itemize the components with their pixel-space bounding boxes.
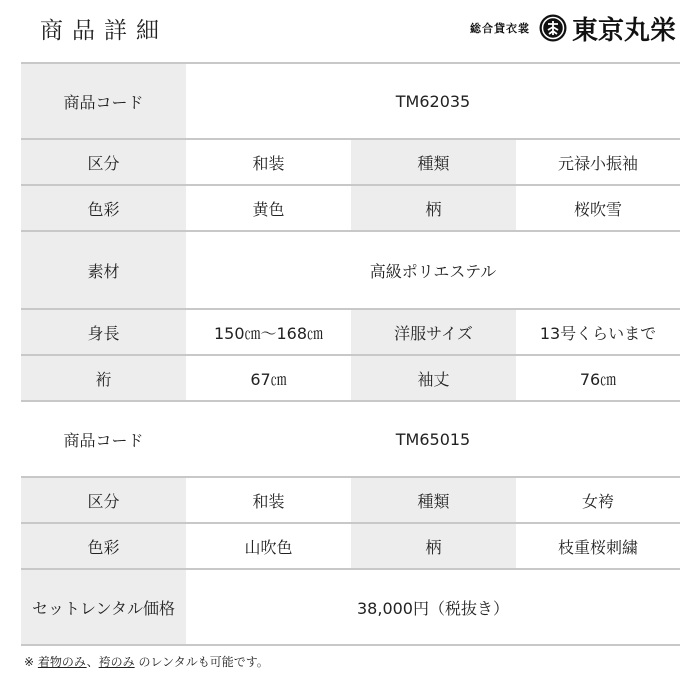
cell-label: 区分 bbox=[21, 139, 186, 185]
cell-label: 商品コード bbox=[21, 63, 186, 139]
table-row bbox=[21, 185, 680, 231]
note-separator: 、 bbox=[86, 655, 99, 669]
table-row bbox=[21, 309, 680, 355]
cell-value: 女袴 bbox=[516, 477, 680, 523]
cell-value: 高級ポリエステル bbox=[186, 231, 680, 309]
cell-label: 袖丈 bbox=[351, 355, 516, 401]
page-title: 商品詳細 bbox=[40, 18, 168, 44]
hakama-only-link[interactable]: 袴のみ bbox=[98, 655, 135, 669]
header bbox=[0, 0, 700, 58]
cell-label: 色彩 bbox=[21, 185, 186, 231]
note-text: のレンタルも可能です。 bbox=[138, 655, 269, 669]
kimono-only-link[interactable]: 着物のみ bbox=[37, 655, 87, 669]
footnote bbox=[24, 653, 269, 670]
cell-value: 13号くらいまで bbox=[516, 309, 680, 355]
product-spec-table bbox=[21, 62, 680, 646]
table-row bbox=[21, 231, 680, 309]
table-row bbox=[21, 139, 680, 185]
cell-label: 種類 bbox=[351, 139, 516, 185]
cell-value: 山吹色 bbox=[186, 523, 351, 569]
note-mark: ※ bbox=[24, 655, 35, 669]
brand-subtitle: 総合貸衣裳 bbox=[469, 22, 530, 35]
cell-label: 区分 bbox=[21, 477, 186, 523]
cell-value: 和装 bbox=[186, 477, 351, 523]
cell-value: TM62035 bbox=[186, 63, 680, 139]
cell-label: 種類 bbox=[351, 477, 516, 523]
cell-value: TM65015 bbox=[186, 401, 680, 477]
cell-label: 柄 bbox=[351, 523, 516, 569]
cell-value: 67㎝ bbox=[186, 355, 351, 401]
cell-label: セットレンタル価格 bbox=[21, 569, 186, 645]
cell-value: 150㎝～168㎝ bbox=[186, 309, 351, 355]
cell-label: 素材 bbox=[21, 231, 186, 309]
brand-name: 東京丸栄 bbox=[571, 15, 676, 46]
cell-value: 和装 bbox=[186, 139, 351, 185]
cell-value: 38,000円（税抜き） bbox=[186, 569, 680, 645]
table-row bbox=[21, 477, 680, 523]
cell-value: 枝重桜刺繍 bbox=[516, 523, 680, 569]
table-row bbox=[21, 569, 680, 645]
cell-label: 色彩 bbox=[21, 523, 186, 569]
cell-label: 洋服サイズ bbox=[351, 309, 516, 355]
table-row bbox=[21, 523, 680, 569]
table-row bbox=[21, 355, 680, 401]
cell-label: 商品コード bbox=[21, 401, 186, 477]
brand-logo bbox=[470, 10, 676, 46]
table-row bbox=[21, 401, 680, 477]
cell-value: 76㎝ bbox=[516, 355, 680, 401]
brand-seal-icon bbox=[538, 13, 568, 43]
table-row bbox=[21, 63, 680, 139]
cell-label: 裄 bbox=[21, 355, 186, 401]
cell-value: 元禄小振袖 bbox=[516, 139, 680, 185]
cell-label: 身長 bbox=[21, 309, 186, 355]
cell-value: 桜吹雪 bbox=[516, 185, 680, 231]
cell-label: 柄 bbox=[351, 185, 516, 231]
cell-value: 黄色 bbox=[186, 185, 351, 231]
